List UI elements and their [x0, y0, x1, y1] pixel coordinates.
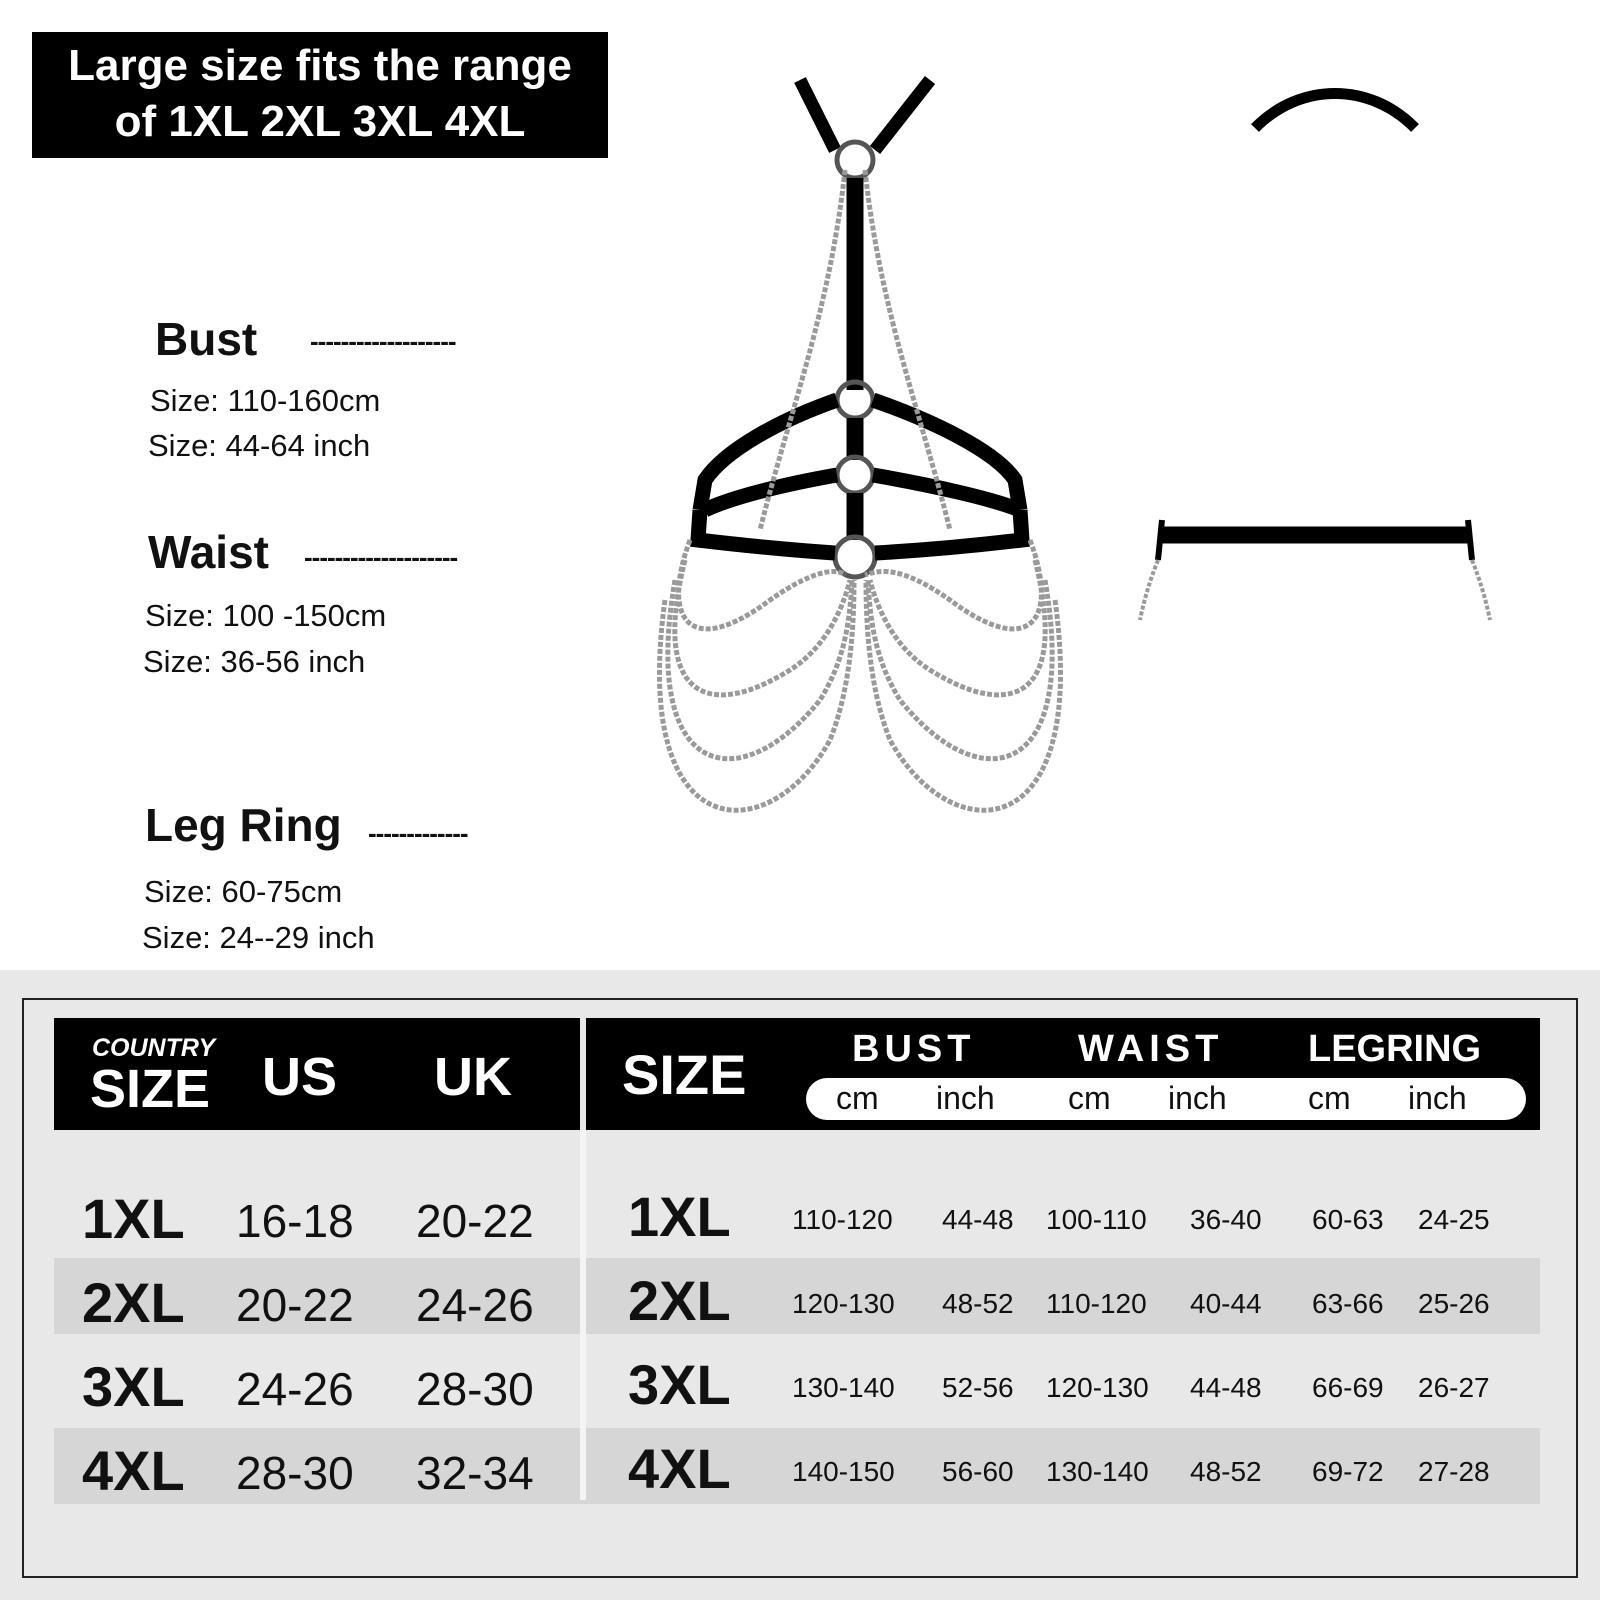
us-header: US — [262, 1047, 338, 1107]
waist-leader-line: -------------------- — [304, 542, 458, 572]
country-row-3-us: 24-26 — [236, 1363, 354, 1415]
country-row-1-size: 1XL — [82, 1187, 185, 1250]
bust-size-cm: Size: 110-160cm — [150, 383, 381, 418]
bust-inch-unit: inch — [936, 1080, 995, 1116]
country-row-2-us: 20-22 — [236, 1279, 354, 1331]
measure-row-1-leg-inch: 24-25 — [1418, 1204, 1490, 1235]
country-row-2-size: 2XL — [82, 1271, 185, 1334]
measure-row-2-waist-cm: 110-120 — [1046, 1288, 1147, 1319]
measure-row-3-size: 3XL — [628, 1353, 731, 1416]
measure-row-2-bust-cm: 120-130 — [792, 1288, 895, 1319]
country-row-4-size: 4XL — [82, 1439, 185, 1502]
leg-ring-leader-line: ------------- — [368, 818, 468, 848]
bust-cm-unit: cm — [836, 1080, 879, 1116]
banner-line-1: Large size fits the range — [68, 41, 572, 90]
country-row-4-uk: 32-34 — [416, 1447, 534, 1499]
measure-row-2-waist-inch: 40-44 — [1190, 1288, 1262, 1319]
measure-row-3-bust-cm: 130-140 — [792, 1372, 895, 1403]
measure-row-3-bust-inch: 52-56 — [942, 1372, 1014, 1403]
measure-row-1-bust-cm: 110-120 — [792, 1204, 893, 1235]
measure-row-1-size: 1XL — [628, 1185, 731, 1248]
measure-row-4-waist-inch: 48-52 — [1190, 1456, 1262, 1487]
size-chart-panel — [0, 970, 1600, 1600]
measure-row-2-size: 2XL — [628, 1269, 731, 1332]
measure-row-4-size: 4XL — [628, 1437, 731, 1500]
legring-header: LEGRING — [1308, 1028, 1482, 1070]
leg-ring-heading: Leg Ring — [145, 799, 342, 851]
size-range-banner — [32, 32, 608, 158]
measure-row-2-leg-cm: 63-66 — [1312, 1288, 1384, 1319]
country-row-3-size: 3XL — [82, 1355, 185, 1418]
size-chart-frame — [22, 998, 1578, 1578]
harness-image — [630, 60, 1570, 860]
legring-cm-unit: cm — [1308, 1080, 1351, 1116]
size-header: SIZE — [622, 1043, 747, 1106]
measure-row-1-waist-cm: 100-110 — [1046, 1204, 1147, 1235]
bust-heading: Bust — [155, 313, 258, 365]
measure-row-4-bust-inch: 56-60 — [942, 1456, 1014, 1487]
country-size-label: SIZE — [90, 1059, 211, 1119]
measure-row-3-leg-inch: 26-27 — [1418, 1372, 1490, 1403]
measure-row-1-bust-inch: 44-48 — [942, 1204, 1014, 1235]
legring-inch-unit: inch — [1408, 1080, 1467, 1116]
waist-cm-unit: cm — [1068, 1080, 1111, 1116]
measure-row-1-leg-cm: 60-63 — [1312, 1204, 1384, 1235]
country-row-4-us: 28-30 — [236, 1447, 354, 1499]
country-row-1-us: 16-18 — [236, 1195, 354, 1247]
waist-header: WAIST — [1078, 1028, 1224, 1070]
chest-harness — [659, 80, 1060, 810]
country-row-3-uk: 28-30 — [416, 1363, 534, 1415]
measure-row-4-bust-cm: 140-150 — [792, 1456, 895, 1487]
measure-row-3-waist-inch: 44-48 — [1190, 1372, 1262, 1403]
waist-size-cm: Size: 100 -150cm — [145, 598, 387, 633]
harness-product-illustration — [630, 60, 1570, 860]
country-row-1-uk: 20-22 — [416, 1195, 534, 1247]
measure-row-2-leg-inch: 25-26 — [1418, 1288, 1490, 1319]
measure-row-2-bust-inch: 48-52 — [942, 1288, 1014, 1319]
bust-header: BUST — [852, 1028, 976, 1070]
leg-ring-size-cm: Size: 60-75cm — [144, 874, 343, 909]
measure-row-4-leg-cm: 69-72 — [1312, 1456, 1384, 1487]
measure-row-3-waist-cm: 120-130 — [1046, 1372, 1149, 1403]
unit-subheader — [806, 1078, 1526, 1120]
banner-line-2: of 1XL 2XL 3XL 4XL — [114, 97, 526, 146]
measure-row-3-leg-cm: 66-69 — [1312, 1372, 1384, 1403]
bust-size-inch: Size: 44-64 inch — [148, 428, 371, 463]
leg-ring-size-inch: Size: 24--29 inch — [142, 920, 375, 955]
leg-ring-piece — [1140, 520, 1490, 620]
waist-size-inch: Size: 36-56 inch — [143, 644, 366, 679]
measure-row-1-waist-inch: 36-40 — [1190, 1204, 1262, 1235]
country-label: COUNTRY — [92, 1034, 216, 1062]
bust-leader-line: ------------------- — [310, 326, 456, 356]
table-divider — [580, 1130, 586, 1500]
country-row-2-uk: 24-26 — [416, 1279, 534, 1331]
country-size-header — [54, 1018, 580, 1130]
choker-piece — [1255, 94, 1415, 129]
measure-row-4-leg-inch: 27-28 — [1418, 1456, 1490, 1487]
waist-inch-unit: inch — [1168, 1080, 1227, 1116]
measurement-header — [586, 1018, 1540, 1130]
uk-header: UK — [434, 1047, 512, 1107]
measure-row-4-waist-cm: 130-140 — [1046, 1456, 1149, 1487]
waist-heading: Waist — [148, 526, 269, 578]
